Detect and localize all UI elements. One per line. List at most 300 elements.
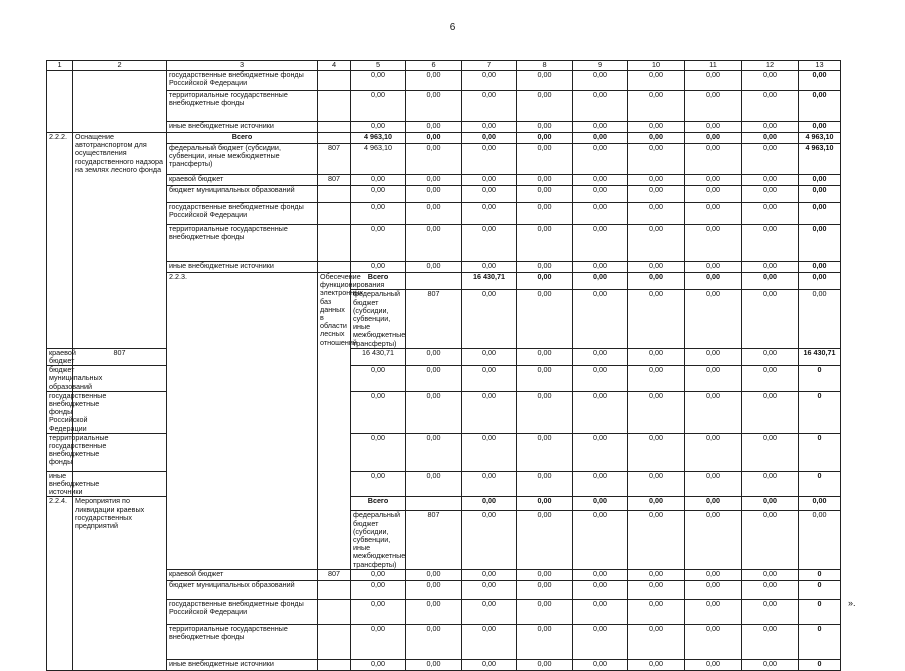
value-cell-col-7: 0,00 xyxy=(462,366,517,392)
total-label-cell: Всего xyxy=(351,497,406,511)
column-number-9: 9 xyxy=(573,61,628,71)
value-cell-col-7: 0,00 xyxy=(462,144,517,175)
value-cell-col-5: 4 963,10 xyxy=(351,133,406,144)
value-cell-col-8: 0,00 xyxy=(517,366,573,392)
table-row xyxy=(47,175,841,186)
funding-source-cell: бюджет муниципальных образований xyxy=(47,366,73,392)
column-number-13: 13 xyxy=(799,61,841,71)
value-cell-col-13: 0,00 xyxy=(799,186,841,203)
value-cell-col-8: 0,00 xyxy=(517,175,573,186)
value-cell-col-13: 0,00 xyxy=(799,225,841,262)
table-row xyxy=(47,144,841,175)
value-cell-col-10: 0,00 xyxy=(628,133,685,144)
table-row xyxy=(47,122,841,133)
value-cell-col-5: 0,00 xyxy=(351,203,406,225)
value-cell-col-12: 0,00 xyxy=(742,225,799,262)
admin-code-cell: 807 xyxy=(318,144,351,175)
admin-code-cell: 807 xyxy=(73,348,167,365)
value-cell-col-6: 0,00 xyxy=(406,262,462,273)
value-cell-col-8: 0,00 xyxy=(517,122,573,133)
value-cell-col-6: 0,00 xyxy=(406,391,462,433)
admin-code-cell xyxy=(318,624,351,659)
item-name-cell: Оснащение автотранспортом для осуществления государственного надзора на землях лесного фонда xyxy=(73,133,167,349)
column-number-1: 1 xyxy=(47,61,73,71)
value-cell-col-5: 0,00 xyxy=(351,186,406,203)
item-code-cell xyxy=(47,71,73,133)
value-cell-col-10: 0,00 xyxy=(742,290,799,348)
admin-code-cell: 807 xyxy=(406,290,462,348)
value-cell-col-10: 0,00 xyxy=(628,569,685,580)
value-cell-col-13: 0 xyxy=(799,580,841,599)
value-cell-col-8: 0,00 xyxy=(517,262,573,273)
value-cell-col-7: 0,00 xyxy=(462,71,517,91)
table-row xyxy=(47,659,841,670)
value-cell-col-6: 0,00 xyxy=(517,497,573,511)
value-cell-col-8: 0,00 xyxy=(517,580,573,599)
funding-source-cell: краевой бюджет xyxy=(47,348,73,365)
value-cell-col-6: 0,00 xyxy=(406,366,462,392)
table-row xyxy=(47,366,841,392)
value-cell-col-9: 0,00 xyxy=(573,144,628,175)
value-cell-col-7: 0,00 xyxy=(462,91,517,122)
funding-source-cell: территориальные государственные внебюджетные фонды xyxy=(167,91,318,122)
value-cell-col-7: 0,00 xyxy=(462,262,517,273)
value-cell-col-7: 0,00 xyxy=(462,659,517,670)
value-cell-col-5: 0,00 xyxy=(351,366,406,392)
admin-code-cell xyxy=(406,497,462,511)
funding-source-cell: государственные внебюджетные фонды Российской Федерации xyxy=(47,391,73,433)
value-cell-col-13: 0,00 xyxy=(799,262,841,273)
table-row xyxy=(47,133,841,144)
value-cell-col-9: 0,00 xyxy=(573,203,628,225)
value-cell-col-11: 0,00 xyxy=(799,511,841,569)
admin-code-cell xyxy=(318,122,351,133)
value-cell-col-5: 0,00 xyxy=(351,471,406,497)
value-cell-col-12: 0,00 xyxy=(742,133,799,144)
value-cell-col-5: 0,00 xyxy=(351,659,406,670)
value-cell-col-12: 0,00 xyxy=(742,580,799,599)
value-cell-col-10: 0,00 xyxy=(628,225,685,262)
value-cell-col-8: 0,00 xyxy=(517,569,573,580)
value-cell-col-6: 0,00 xyxy=(406,471,462,497)
value-cell-col-7: 0,00 xyxy=(462,391,517,433)
value-cell-col-8: 0,00 xyxy=(517,659,573,670)
value-cell-col-5: 0,00 xyxy=(351,91,406,122)
column-number-2: 2 xyxy=(73,61,167,71)
funding-source-cell: территориальные государственные внебюджетные фонды xyxy=(47,433,73,471)
value-cell-col-9: 0,00 xyxy=(573,348,628,365)
column-number-10: 10 xyxy=(628,61,685,71)
value-cell-col-11: 0,00 xyxy=(799,273,841,290)
page-number: 6 xyxy=(449,22,456,33)
value-cell-col-6: 0,00 xyxy=(406,133,462,144)
value-cell-col-11: 0,00 xyxy=(685,366,742,392)
value-cell-col-6: 0,00 xyxy=(406,91,462,122)
admin-code-cell xyxy=(406,273,462,290)
table-row xyxy=(47,624,841,659)
value-cell-col-7: 0,00 xyxy=(462,203,517,225)
value-cell-col-7: 0,00 xyxy=(573,290,628,348)
value-cell-col-11: 0,00 xyxy=(685,262,742,273)
item-code-cell: 2.2.3. xyxy=(167,273,318,570)
value-cell-col-8: 0,00 xyxy=(517,186,573,203)
value-cell-col-11: 0,00 xyxy=(685,624,742,659)
value-cell-col-9: 0,00 xyxy=(573,133,628,144)
value-cell-col-10: 0,00 xyxy=(628,91,685,122)
table-row xyxy=(47,471,841,497)
value-cell-col-9: 0,00 xyxy=(573,659,628,670)
value-cell-col-9: 0,00 xyxy=(573,471,628,497)
value-cell-col-10: 0,00 xyxy=(628,348,685,365)
value-cell-col-10: 0,00 xyxy=(628,659,685,670)
value-cell-col-5: 0,00 xyxy=(351,175,406,186)
table-row xyxy=(47,91,841,122)
value-cell-col-6: 0,00 xyxy=(406,624,462,659)
value-cell-col-10: 0,00 xyxy=(742,497,799,511)
table-row xyxy=(47,225,841,262)
value-cell-col-9: 0,00 xyxy=(685,497,742,511)
value-cell-col-9: 0,00 xyxy=(573,71,628,91)
value-cell-col-7: 0,00 xyxy=(462,433,517,471)
value-cell-col-8: 0,00 xyxy=(517,71,573,91)
value-cell-col-5: 0,00 xyxy=(351,391,406,433)
value-cell-col-8: 0,00 xyxy=(517,471,573,497)
column-number-4: 4 xyxy=(318,61,351,71)
admin-code-cell: 807 xyxy=(318,175,351,186)
value-cell-col-13: 0 xyxy=(799,471,841,497)
admin-code-cell xyxy=(318,659,351,670)
value-cell-col-11: 0,00 xyxy=(685,186,742,203)
value-cell-col-7: 0,00 xyxy=(462,186,517,203)
value-cell-col-9: 0,00 xyxy=(573,391,628,433)
value-cell-col-13: 0 xyxy=(799,391,841,433)
value-cell-col-6: 0,00 xyxy=(406,203,462,225)
table-row xyxy=(47,497,841,511)
value-cell-col-12: 0,00 xyxy=(742,186,799,203)
value-cell-col-9: 0,00 xyxy=(573,186,628,203)
value-cell-col-13: 0,00 xyxy=(799,91,841,122)
value-cell-col-9: 0,00 xyxy=(573,91,628,122)
value-cell-col-11: 0,00 xyxy=(685,122,742,133)
table-row xyxy=(47,433,841,471)
value-cell-col-10: 0,00 xyxy=(742,273,799,290)
value-cell-col-12: 0,00 xyxy=(742,348,799,365)
value-cell-col-13: 16 430,71 xyxy=(799,348,841,365)
item-code-cell: 2.2.2. xyxy=(47,133,73,349)
funding-source-cell: государственные внебюджетные фонды Российской Федерации xyxy=(167,203,318,225)
value-cell-col-11: 0,00 xyxy=(685,659,742,670)
column-number-12: 12 xyxy=(742,61,799,71)
value-cell-col-9: 0,00 xyxy=(573,580,628,599)
admin-code-cell xyxy=(318,225,351,262)
value-cell-col-6: 0,00 xyxy=(406,433,462,471)
value-cell-col-7: 0,00 xyxy=(573,273,628,290)
value-cell-col-5: 0,00 xyxy=(351,262,406,273)
table-row xyxy=(47,273,841,290)
admin-code-cell xyxy=(318,262,351,273)
value-cell-col-11: 0,00 xyxy=(685,599,742,624)
value-cell-col-6: 0,00 xyxy=(406,122,462,133)
value-cell-col-11: 0,00 xyxy=(685,133,742,144)
funding-source-cell: бюджет муниципальных образований xyxy=(167,580,318,599)
item-name-cell xyxy=(73,71,167,133)
table-row xyxy=(47,186,841,203)
value-cell-col-10: 0,00 xyxy=(628,366,685,392)
column-number-5: 5 xyxy=(351,61,406,71)
value-cell-col-5: 0,00 xyxy=(462,290,517,348)
value-cell-col-9: 0,00 xyxy=(685,290,742,348)
value-cell-col-11: 0,00 xyxy=(685,580,742,599)
value-cell-col-5: 16 430,71 xyxy=(351,348,406,365)
value-cell-col-8: 0,00 xyxy=(628,290,685,348)
value-cell-col-9: 0,00 xyxy=(573,624,628,659)
table-row xyxy=(47,262,841,273)
value-cell-col-5: 4 963,10 xyxy=(351,144,406,175)
value-cell-col-11: 0,00 xyxy=(685,71,742,91)
table-row xyxy=(47,203,841,225)
funding-source-cell: государственные внебюджетные фонды Российской Федерации xyxy=(167,599,318,624)
value-cell-col-9: 0,00 xyxy=(573,366,628,392)
table-row xyxy=(47,569,841,580)
value-cell-col-11: 0,00 xyxy=(685,225,742,262)
value-cell-col-9: 0,00 xyxy=(573,262,628,273)
value-cell-col-12: 0,00 xyxy=(742,599,799,624)
closing-quote: ». xyxy=(848,598,856,608)
value-cell-col-13: 0 xyxy=(799,659,841,670)
value-cell-col-7: 0,00 xyxy=(462,348,517,365)
funding-source-cell: федеральный бюджет (субсидии, субвенции, иные межбюджетные трансферты) xyxy=(167,144,318,175)
value-cell-col-5: 0,00 xyxy=(351,225,406,262)
funding-source-cell: государственные внебюджетные фонды Российской Федерации xyxy=(167,71,318,91)
admin-code-cell: 807 xyxy=(318,569,351,580)
value-cell-col-11: 0,00 xyxy=(685,144,742,175)
table-row xyxy=(47,71,841,91)
table-body xyxy=(47,61,841,671)
value-cell-col-10: 0,00 xyxy=(628,71,685,91)
value-cell-col-7: 0,00 xyxy=(462,624,517,659)
value-cell-col-10: 0,00 xyxy=(628,186,685,203)
value-cell-col-7: 0,00 xyxy=(462,580,517,599)
value-cell-col-11: 0,00 xyxy=(685,391,742,433)
value-cell-col-9: 0,00 xyxy=(573,225,628,262)
value-cell-col-8: 0,00 xyxy=(517,433,573,471)
value-cell-col-6: 0,00 xyxy=(406,71,462,91)
value-cell-col-6: 0,00 xyxy=(406,186,462,203)
value-cell-col-7: 0,00 xyxy=(573,497,628,511)
value-cell-col-10: 0,00 xyxy=(628,391,685,433)
value-cell-col-6: 0,00 xyxy=(517,273,573,290)
table-row xyxy=(47,580,841,599)
value-cell-col-5: 0,00 xyxy=(462,497,517,511)
value-cell-col-7: 0,00 xyxy=(573,511,628,569)
value-cell-col-7: 0,00 xyxy=(462,175,517,186)
table-row xyxy=(47,599,841,624)
value-cell-col-6: 0,00 xyxy=(406,569,462,580)
value-cell-col-11: 0,00 xyxy=(799,290,841,348)
value-cell-col-8: 0,00 xyxy=(517,599,573,624)
value-cell-col-12: 0,00 xyxy=(742,391,799,433)
value-cell-col-11: 0,00 xyxy=(685,175,742,186)
value-cell-col-12: 0,00 xyxy=(742,624,799,659)
value-cell-col-11: 0,00 xyxy=(685,569,742,580)
funding-source-cell: иные внебюджетные источники xyxy=(167,262,318,273)
funding-source-cell: территориальные государственные внебюджетные фонды xyxy=(167,624,318,659)
value-cell-col-12: 0,00 xyxy=(742,569,799,580)
item-code-cell: 2.2.4. xyxy=(47,497,73,670)
value-cell-col-5: 0,00 xyxy=(351,580,406,599)
value-cell-col-8: 0,00 xyxy=(628,497,685,511)
funding-source-cell: иные внебюджетные источники xyxy=(47,471,73,497)
column-number-row xyxy=(47,61,841,71)
value-cell-col-8: 0,00 xyxy=(517,391,573,433)
value-cell-col-12: 0,00 xyxy=(742,203,799,225)
item-name-cell: Обесечение функционирования электронных баз данных в области лесных отношений xyxy=(318,273,351,570)
total-label-cell: Всего xyxy=(351,273,406,290)
value-cell-col-8: 0,00 xyxy=(517,91,573,122)
funding-source-cell: иные внебюджетные источники xyxy=(167,122,318,133)
table-row xyxy=(47,348,841,365)
value-cell-col-13: 0,00 xyxy=(799,203,841,225)
funding-source-cell: федеральный бюджет (субсидии, субвенции, иные межбюджетные трансферты) xyxy=(351,511,406,569)
value-cell-col-5: 0,00 xyxy=(351,569,406,580)
value-cell-col-12: 0,00 xyxy=(742,175,799,186)
value-cell-col-11: 0,00 xyxy=(685,433,742,471)
value-cell-col-12: 0,00 xyxy=(742,262,799,273)
value-cell-col-11: 0,00 xyxy=(685,91,742,122)
value-cell-col-12: 0,00 xyxy=(742,471,799,497)
value-cell-col-10: 0,00 xyxy=(628,624,685,659)
value-cell-col-8: 0,00 xyxy=(628,273,685,290)
value-cell-col-9: 0,00 xyxy=(685,511,742,569)
value-cell-col-7: 0,00 xyxy=(462,133,517,144)
item-name-cell: Мероприятия по ликвидации краевых государственных предприятий xyxy=(73,497,167,670)
value-cell-col-10: 0,00 xyxy=(628,122,685,133)
value-cell-col-13: 0,00 xyxy=(799,175,841,186)
value-cell-col-12: 0,00 xyxy=(742,433,799,471)
value-cell-col-10: 0,00 xyxy=(628,144,685,175)
value-cell-col-9: 0,00 xyxy=(573,433,628,471)
value-cell-col-6: 0,00 xyxy=(406,225,462,262)
value-cell-col-10: 0,00 xyxy=(628,433,685,471)
value-cell-col-10: 0,00 xyxy=(628,599,685,624)
value-cell-col-6: 0,00 xyxy=(406,175,462,186)
value-cell-col-8: 0,00 xyxy=(517,133,573,144)
value-cell-col-11: 0,00 xyxy=(685,203,742,225)
funding-source-cell: краевой бюджет xyxy=(167,175,318,186)
admin-code-cell xyxy=(318,186,351,203)
value-cell-col-10: 0,00 xyxy=(628,175,685,186)
value-cell-col-6: 0,00 xyxy=(406,659,462,670)
column-number-8: 8 xyxy=(517,61,573,71)
value-cell-col-7: 0,00 xyxy=(462,225,517,262)
value-cell-col-10: 0,00 xyxy=(628,262,685,273)
value-cell-col-7: 0,00 xyxy=(462,569,517,580)
value-cell-col-7: 0,00 xyxy=(462,599,517,624)
value-cell-col-12: 0,00 xyxy=(742,144,799,175)
value-cell-col-13: 0,00 xyxy=(799,71,841,91)
value-cell-col-11: 0,00 xyxy=(799,497,841,511)
value-cell-col-6: 0,00 xyxy=(406,348,462,365)
value-cell-col-9: 0,00 xyxy=(685,273,742,290)
admin-code-cell xyxy=(318,599,351,624)
admin-code-cell xyxy=(318,203,351,225)
value-cell-col-9: 0,00 xyxy=(573,175,628,186)
value-cell-col-6: 0,00 xyxy=(517,290,573,348)
admin-code-cell xyxy=(318,580,351,599)
value-cell-col-5: 16 430,71 xyxy=(462,273,517,290)
value-cell-col-9: 0,00 xyxy=(573,122,628,133)
value-cell-col-12: 0,00 xyxy=(742,71,799,91)
value-cell-col-6: 0,00 xyxy=(406,144,462,175)
value-cell-col-12: 0,00 xyxy=(742,366,799,392)
value-cell-col-13: 4 963,10 xyxy=(799,133,841,144)
value-cell-col-5: 0,00 xyxy=(351,624,406,659)
value-cell-col-8: 0,00 xyxy=(517,225,573,262)
value-cell-col-8: 0,00 xyxy=(517,144,573,175)
value-cell-col-12: 0,00 xyxy=(742,122,799,133)
value-cell-col-13: 4 963,10 xyxy=(799,144,841,175)
value-cell-col-8: 0,00 xyxy=(517,348,573,365)
funding-source-cell: краевой бюджет xyxy=(167,569,318,580)
column-number-11: 11 xyxy=(685,61,742,71)
value-cell-col-6: 0,00 xyxy=(406,580,462,599)
column-number-6: 6 xyxy=(406,61,462,71)
value-cell-col-11: 0,00 xyxy=(685,471,742,497)
funding-source-cell: иные внебюджетные источники xyxy=(167,659,318,670)
value-cell-col-5: 0,00 xyxy=(351,71,406,91)
table-row xyxy=(47,391,841,433)
value-cell-col-9: 0,00 xyxy=(573,569,628,580)
value-cell-col-13: 0 xyxy=(799,599,841,624)
budget-table xyxy=(46,60,841,671)
value-cell-col-9: 0,00 xyxy=(573,599,628,624)
funding-source-cell: территориальные государственные внебюджетные фонды xyxy=(167,225,318,262)
value-cell-col-13: 0 xyxy=(799,433,841,471)
funding-source-cell: федеральный бюджет (субсидии, субвенции, иные межбюджетные трансферты) xyxy=(351,290,406,348)
value-cell-col-11: 0,00 xyxy=(685,348,742,365)
column-number-7: 7 xyxy=(462,61,517,71)
value-cell-col-5: 0,00 xyxy=(351,122,406,133)
value-cell-col-10: 0,00 xyxy=(628,203,685,225)
value-cell-col-12: 0,00 xyxy=(742,91,799,122)
value-cell-col-13: 0 xyxy=(799,366,841,392)
value-cell-col-7: 0,00 xyxy=(462,471,517,497)
admin-code-cell xyxy=(318,91,351,122)
value-cell-col-7: 0,00 xyxy=(462,122,517,133)
total-label-cell: Всего xyxy=(167,133,318,144)
value-cell-col-13: 0 xyxy=(799,569,841,580)
value-cell-col-5: 0,00 xyxy=(351,599,406,624)
value-cell-col-8: 0,00 xyxy=(517,624,573,659)
value-cell-col-13: 0 xyxy=(799,624,841,659)
value-cell-col-8: 0,00 xyxy=(628,511,685,569)
value-cell-col-6: 0,00 xyxy=(406,599,462,624)
column-number-3: 3 xyxy=(167,61,318,71)
admin-code-cell: 807 xyxy=(406,511,462,569)
funding-source-cell: бюджет муниципальных образований xyxy=(167,186,318,203)
value-cell-col-5: 0,00 xyxy=(462,511,517,569)
value-cell-col-10: 0,00 xyxy=(628,471,685,497)
admin-code-cell xyxy=(318,133,351,144)
value-cell-col-5: 0,00 xyxy=(351,433,406,471)
admin-code-cell xyxy=(318,71,351,91)
value-cell-col-8: 0,00 xyxy=(517,203,573,225)
value-cell-col-13: 0,00 xyxy=(799,122,841,133)
value-cell-col-12: 0,00 xyxy=(742,659,799,670)
value-cell-col-6: 0,00 xyxy=(517,511,573,569)
value-cell-col-10: 0,00 xyxy=(742,511,799,569)
value-cell-col-10: 0,00 xyxy=(628,580,685,599)
